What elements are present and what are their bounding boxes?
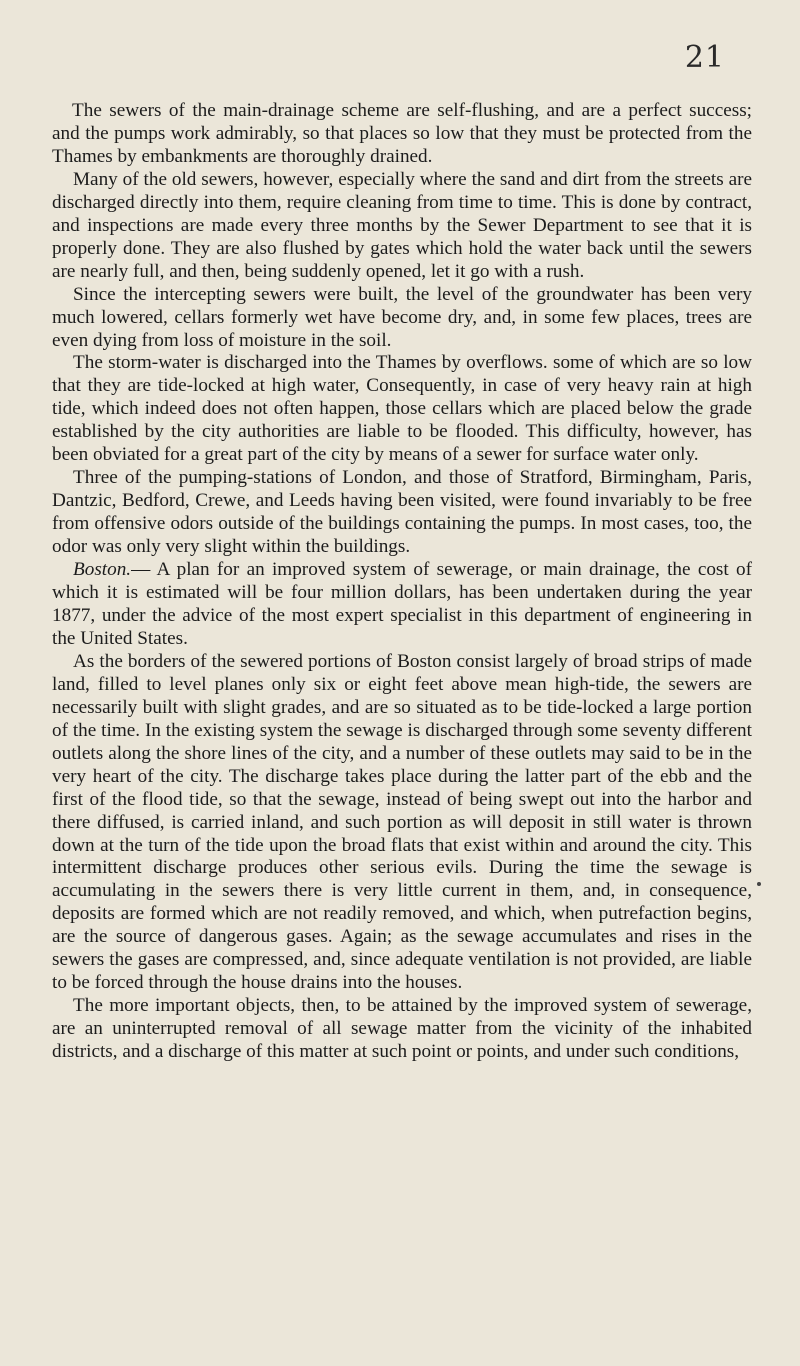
paragraph-boston-borders: As the borders of the sewered portions of Boston consist largely of broad strips of made land, filled to level planes only six or eight feet above mean high-tide, the sewers are necessarily built with slight grades, and are so situated as to be tide-locked a large portion of the time. In the existing system the sewage is discharged through some seventy different outlets along the shore lines of the city, and a number of these outlets may said to be in the very heart of the city. The discharge takes place during the latter part of the ebb and the first of the flood tide, so that the sewage, instead of being swept out into the harbor and there diffused, is carried inland, and such portion as will deposit in still water is thrown down at the turn of the tide upon the broad flats that exist within and around the city. This intermittent discharge produces other serious evils. During the time the sewage is accumulating in the sewers there is very little current in them, and, in consequence, deposits are formed which are not readily removed, and which, when putrefaction begins, are the source of dangerous gases. Again; as the sewage accumulates and rises in the sewers the gases are compressed, and, since adequate ventilation is not provided, are liable to be forced through the house drains into the houses. [52, 650, 752, 994]
paragraph-sewers-self-flushing: The sewers of the main-drainage scheme are self-flushing, and are a perfect success; and the pumps work admirably, so that places so low that they must be protected from the Thames by embankments are thoroughly drained. [52, 100, 752, 167]
paragraph-old-sewers-cleaning: Many of the old sewers, however, especially where the sand and dirt from the streets are discharged directly into them, require cleaning from time to time. This is done by contract, and inspections are made every three months by the Sewer Department to see that it is properly done. They are also flushed by gates which hold the water back until the sewers are nearly full, and then, being suddenly opened, let it go with a rush. [52, 168, 752, 282]
paragraph-pumping-stations: Three of the pumping-stations of London, and those of Stratford, Birmingham, Paris, Dantzic, Bedford, Crewe, and Leeds having been visited, were found invariably to be free from offensive odors outside of the buildings containing the pumps. In most cases, too, the odor was only very slight within the buildings. [52, 467, 752, 558]
paragraph-ground-water-lowered: Since the intercepting sewers were built, the level of the groundwater has been very much lowered, cellars formerly wet have become dry, and, in some few places, trees are even dying from loss of moisture in the soil. [52, 283, 752, 351]
print-speck [757, 882, 761, 886]
body-text [52, 100, 752, 1064]
paragraph-storm-water: The storm-water is discharged into the Thames by overflows. some of which are so low that they are tide-locked at high water, Consequently, in case of very heavy rain at high tide, which indeed does not often happen, those cellars which are placed below the grade established by the city authorities are liable to be flooded. This difficulty, however, has been obviated for a great part of the city by means of a sewer for surface water only. [52, 352, 752, 466]
boston-heading: Boston. [73, 559, 132, 581]
page-number: 21 [684, 40, 725, 75]
paragraph-boston-plan [52, 559, 752, 651]
paragraph-important-objects: The more important objects, then, to be attained by the improved system of sewerage, are an uninterrupted removal of all sewage matter from the vicinity of the inhabited districts, and a discharge of this matter at such point or points, and under such conditions, [52, 995, 752, 1063]
boston-plan-text: — A plan for an improved system of sewerage, or main drainage, the cost of which it is estimated will be four million dollars, has been undertaken during the year 1877, under the advice of the most expert specialist in this department of engineering in the United States. [52, 559, 752, 649]
